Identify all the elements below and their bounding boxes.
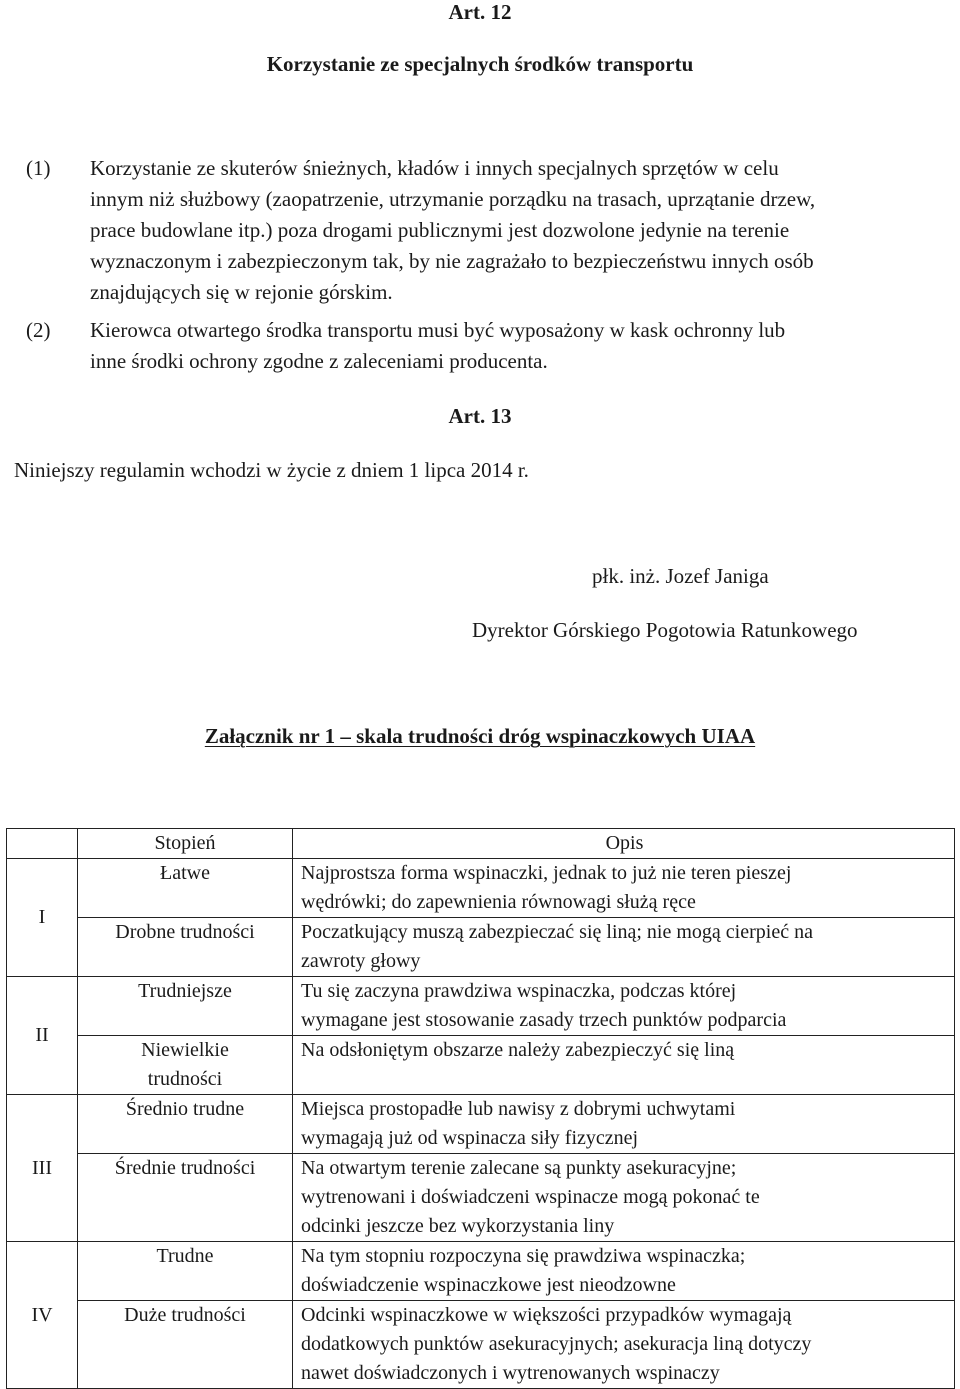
opis-cell: Miejsca prostopadłe lub nawisy z dobrymi uchwytami wymagają już od wspinacza siły fizycznej	[293, 1095, 955, 1154]
paragraph-line: Kierowca otwartego środka transportu musi być wyposażony w kask ochronny lub	[90, 318, 786, 342]
paragraph-line: Korzystanie ze skuterów śnieżnych, kładów i innych specjalnych sprzętów w celu	[90, 156, 779, 180]
paragraph-line: prace budowlane itp.) poza drogami publicznymi jest dozwolone jedynie na terenie	[90, 218, 790, 242]
table-row	[7, 1242, 955, 1301]
art13-text: Niniejszy regulamin wchodzi w życie z dniem 1 lipca 2014 r.	[14, 458, 529, 482]
table-row	[7, 1154, 955, 1242]
stopien-cell: Trudne	[78, 1242, 293, 1301]
opis-cell: Poczatkujący muszą zabezpieczać się liną; nie mogą cierpieć na zawroty głowy	[293, 918, 955, 977]
signature-position: Dyrektor Górskiego Pogotowia Ratunkowego	[472, 618, 858, 642]
stopien-cell: Niewielkie trudności	[78, 1036, 293, 1095]
table-row	[7, 1095, 955, 1154]
grade-cell: IV	[7, 1242, 78, 1389]
table-row	[7, 859, 955, 918]
annex-title: Załącznik nr 1 – skala trudności dróg wspinaczkowych UIAA	[204, 724, 756, 748]
grade-header-cell	[7, 829, 78, 859]
stopien-cell: Łatwe	[78, 859, 293, 918]
stopien-cell: Drobne trudności	[78, 918, 293, 977]
paragraph-line: innym niż służbowy (zaopatrzenie, utrzymanie porządku na trasach, uprzątanie drzew,	[90, 187, 816, 211]
opis-cell: Tu się zaczyna prawdziwa wspinaczka, podczas której wymagane jest stosowanie zasady trzech punktów podparcia	[293, 977, 955, 1036]
table-row	[7, 1036, 955, 1095]
difficulty-scale-table	[6, 828, 955, 1389]
table-row	[7, 918, 955, 977]
paragraph-line: znajdujących się w rejonie górskim.	[90, 280, 393, 304]
stopien-cell: Trudniejsze	[78, 977, 293, 1036]
stopien-header: Stopień	[78, 829, 293, 859]
grade-cell: II	[7, 977, 78, 1095]
art13-heading: Art. 13	[448, 404, 512, 428]
paragraph-line: wyznaczonym i zabezpieczonym tak, by nie zagrażało to bezpieczeństwu innych osób	[90, 249, 814, 273]
paragraph-2	[26, 318, 926, 382]
grade-cell: I	[7, 859, 78, 977]
art12-title: Korzystanie ze specjalnych środków transportu	[266, 52, 694, 76]
signature-name: płk. inż. Jozef Janiga	[592, 564, 769, 588]
opis-cell: Na tym stopniu rozpoczyna się prawdziwa wspinaczka; doświadczenie wspinaczkowe jest nieodzowne	[293, 1242, 955, 1301]
opis-header: Opis	[293, 829, 955, 859]
opis-cell: Najprostsza forma wspinaczki, jednak to już nie teren pieszej wędrówki; do zapewnienia równowagi służą ręce	[293, 859, 955, 918]
paragraph-1	[26, 156, 926, 316]
stopien-cell: Średnio trudne	[78, 1095, 293, 1154]
art12-heading: Art. 12	[448, 0, 512, 24]
opis-cell: Odcinki wspinaczkowe w większości przypadków wymagają dodatkowych punktów asekuracyjnych; asekuracja liną dotyczy nawet doświadczonych i wytrenowanych wspinaczy	[293, 1301, 955, 1389]
table-row	[7, 1301, 955, 1389]
stopien-cell: Duże trudności	[78, 1301, 293, 1389]
table-header-row	[7, 829, 955, 859]
stopien-cell: Średnie trudności	[78, 1154, 293, 1242]
opis-cell: Na otwartym terenie zalecane są punkty asekuracyjne; wytrenowani i doświadczeni wspinacze mogą pokonać te odcinki jeszcze bez wykorzystania liny	[293, 1154, 955, 1242]
grade-cell: III	[7, 1095, 78, 1242]
opis-cell: Na odsłoniętym obszarze należy zabezpieczyć się liną	[293, 1036, 955, 1095]
paragraph-number: (1)	[26, 156, 51, 180]
table-row	[7, 977, 955, 1036]
paragraph-line: inne środki ochrony zgodne z zaleceniami producenta.	[90, 349, 548, 373]
paragraph-number: (2)	[26, 318, 51, 342]
